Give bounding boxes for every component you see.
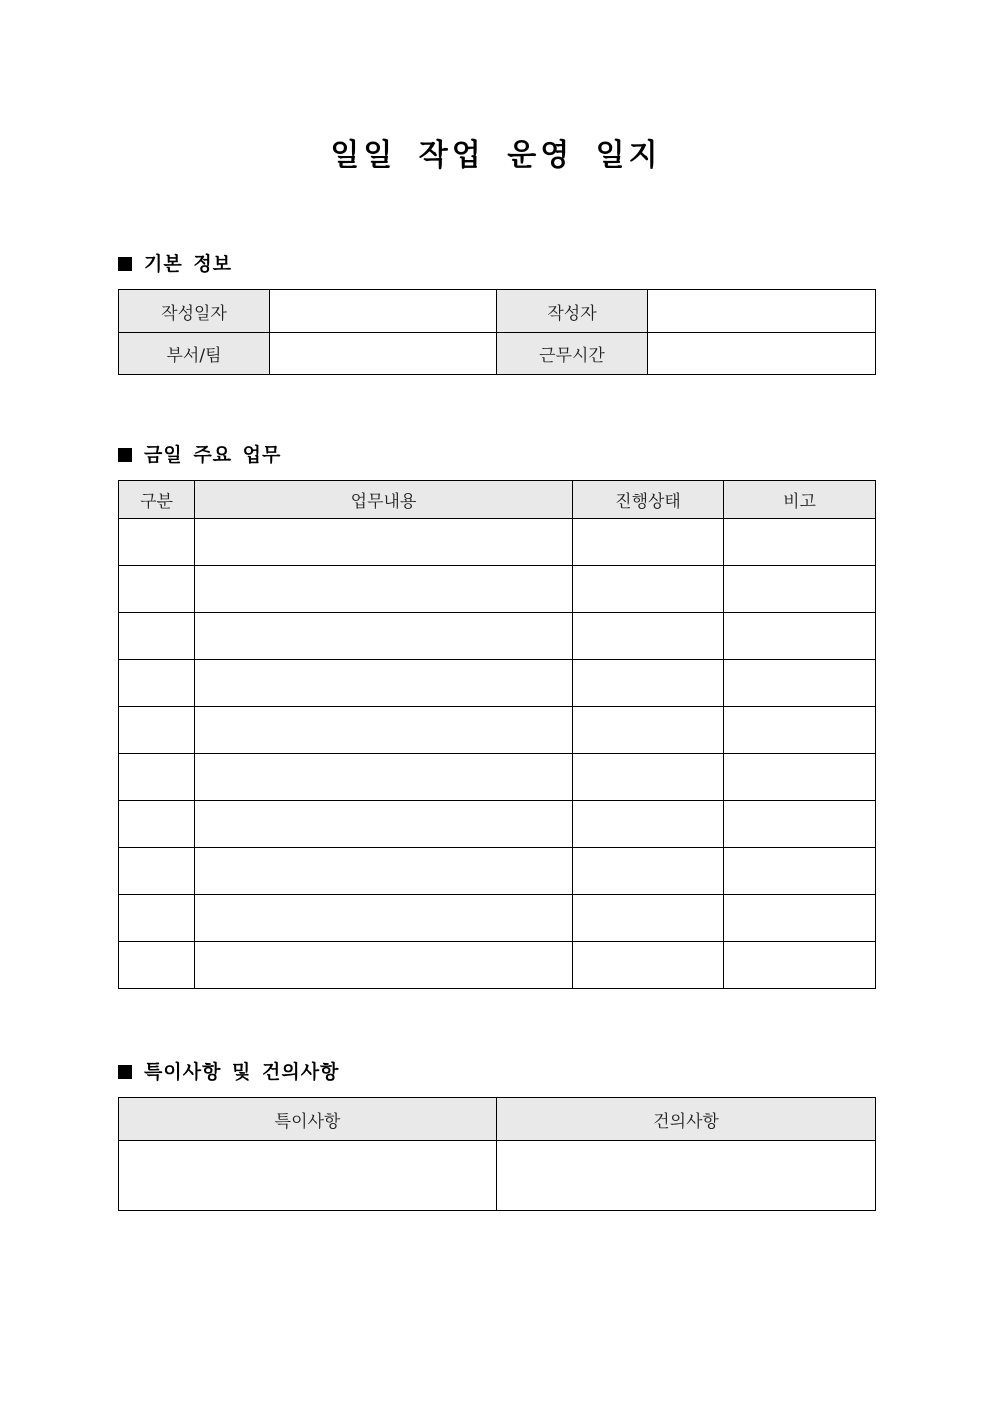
black-square-icon	[118, 257, 132, 271]
column-header-suggestions: 건의사항	[497, 1098, 876, 1141]
category-cell[interactable]	[119, 519, 195, 566]
task-cell[interactable]	[195, 566, 573, 613]
basic-info-heading-text: 기본 정보	[144, 253, 233, 275]
main-tasks-heading-text: 금일 주요 업무	[144, 444, 282, 466]
black-square-icon	[118, 1065, 132, 1079]
column-header-status: 진행상태	[573, 481, 724, 519]
table-row	[119, 613, 876, 660]
task-cell[interactable]	[195, 895, 573, 942]
black-square-icon	[118, 448, 132, 462]
date-field[interactable]	[270, 290, 497, 333]
table-row	[119, 660, 876, 707]
main-tasks-heading	[118, 442, 281, 468]
table-row	[119, 707, 876, 754]
note-cell[interactable]	[724, 848, 876, 895]
remarks-heading	[118, 1059, 339, 1085]
note-cell[interactable]	[724, 660, 876, 707]
remarks-heading-text: 특이사항 및 건의사항	[144, 1061, 340, 1083]
work-hours-field[interactable]	[648, 333, 876, 375]
category-cell[interactable]	[119, 613, 195, 660]
task-cell[interactable]	[195, 801, 573, 848]
note-cell[interactable]	[724, 566, 876, 613]
category-cell[interactable]	[119, 566, 195, 613]
task-cell[interactable]	[195, 848, 573, 895]
table-row	[119, 801, 876, 848]
column-header-category: 구분	[119, 481, 195, 519]
note-cell[interactable]	[724, 707, 876, 754]
table-row	[119, 566, 876, 613]
table-row	[119, 519, 876, 566]
table-row	[119, 942, 876, 989]
work-hours-label: 근무시간	[497, 333, 648, 375]
suggestions-field[interactable]	[497, 1141, 876, 1211]
author-label: 작성자	[497, 290, 648, 333]
task-cell[interactable]	[195, 660, 573, 707]
special-notes-field[interactable]	[119, 1141, 497, 1211]
status-cell[interactable]	[573, 660, 724, 707]
status-cell[interactable]	[573, 848, 724, 895]
column-header-special-notes: 특이사항	[119, 1098, 497, 1141]
category-cell[interactable]	[119, 660, 195, 707]
table-row	[119, 848, 876, 895]
status-cell[interactable]	[573, 754, 724, 801]
column-header-note: 비고	[724, 481, 876, 519]
category-cell[interactable]	[119, 895, 195, 942]
column-header-task: 업무내용	[195, 481, 573, 519]
status-cell[interactable]	[573, 519, 724, 566]
task-cell[interactable]	[195, 613, 573, 660]
table-row	[119, 895, 876, 942]
task-cell[interactable]	[195, 942, 573, 989]
task-cell[interactable]	[195, 519, 573, 566]
department-label: 부서/팀	[119, 333, 270, 375]
status-cell[interactable]	[573, 895, 724, 942]
page-title: 일일 작업 운영 일지	[330, 138, 662, 173]
status-cell[interactable]	[573, 801, 724, 848]
department-field[interactable]	[270, 333, 497, 375]
note-cell[interactable]	[724, 942, 876, 989]
category-cell[interactable]	[119, 707, 195, 754]
category-cell[interactable]	[119, 848, 195, 895]
table-row	[119, 754, 876, 801]
category-cell[interactable]	[119, 942, 195, 989]
status-cell[interactable]	[573, 942, 724, 989]
basic-info-table	[118, 289, 876, 375]
basic-info-heading	[118, 251, 232, 277]
category-cell[interactable]	[119, 754, 195, 801]
date-label: 작성일자	[119, 290, 270, 333]
status-cell[interactable]	[573, 707, 724, 754]
note-cell[interactable]	[724, 801, 876, 848]
note-cell[interactable]	[724, 754, 876, 801]
task-cell[interactable]	[195, 707, 573, 754]
status-cell[interactable]	[573, 566, 724, 613]
category-cell[interactable]	[119, 801, 195, 848]
task-cell[interactable]	[195, 754, 573, 801]
status-cell[interactable]	[573, 613, 724, 660]
note-cell[interactable]	[724, 519, 876, 566]
note-cell[interactable]	[724, 613, 876, 660]
author-field[interactable]	[648, 290, 876, 333]
main-tasks-table	[118, 480, 876, 989]
note-cell[interactable]	[724, 895, 876, 942]
remarks-table	[118, 1097, 876, 1211]
